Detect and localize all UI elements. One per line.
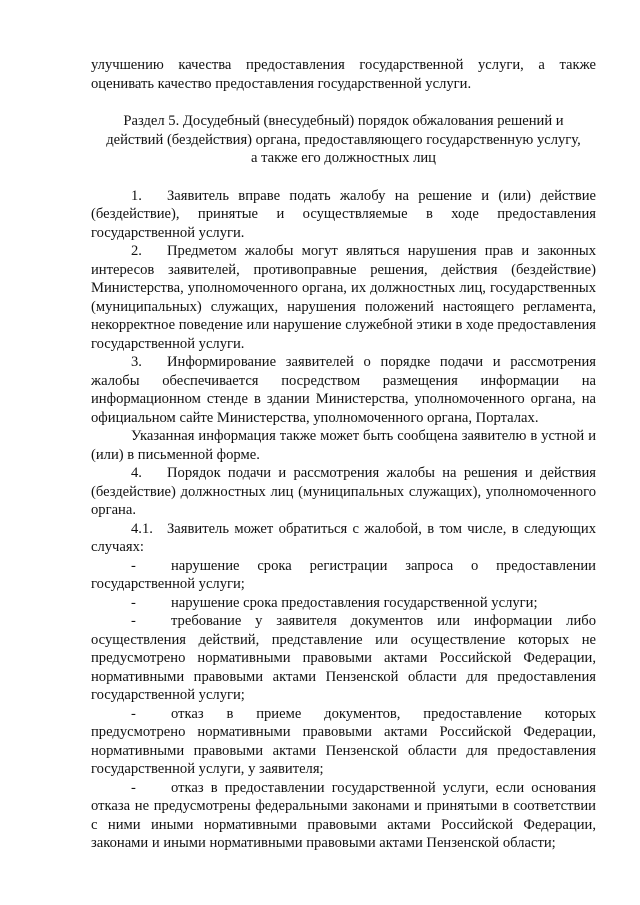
item-number: 4. (131, 465, 142, 481)
item-number: 1. (131, 187, 142, 204)
section-heading-line: а также его должностных лиц (251, 150, 436, 166)
dash-item-text: отказ в предоставлении государственной услуги, если основания отказа не предусмотрены федеральными законами и принятыми в соответствии с ними иными нормативными правовыми актами Российской Федерации, законами и иными нормативными правовыми актами Пензенской области; (91, 779, 596, 851)
dash-item-text: требование у заявителя документов или информации либо осуществления действий, представление или осуществление которых не предусмотрено нормативными правовыми актами Российской Федерации, нормативными правовыми актами Пензенской области для предоставления государственной услуги; (91, 613, 596, 703)
dash-list-item (91, 705, 596, 779)
item-text: Информирование заявителей о порядке подачи и рассмотрения жалобы обеспечивается посредством размещения информации на информационном стенде в здании Министерства, уполномоченного органа, на официальном сайте Министерства, уполномоченного органа, Порталах. (91, 354, 596, 426)
dash-marker: - (131, 705, 136, 722)
dash-marker: - (131, 779, 136, 796)
intro-paragraph: улучшению качества предоставления государственной услуги, а также оценивать качество предоставления государственной услуги. (91, 57, 596, 92)
dash-marker: - (131, 557, 136, 574)
section-heading-line: Раздел 5. Досудебный (внесудебный) порядок обжалования решений и (123, 113, 564, 129)
item-number: 2. (131, 243, 142, 259)
body-paragraph: Указанная информация также может быть сообщена заявителю в устной и (или) в письменной форме. (91, 428, 596, 463)
numbered-paragraph (91, 353, 596, 427)
dash-list-item (91, 779, 596, 853)
item-text: Предметом жалобы могут являться нарушения прав и законных интересов заявителей, противоправные решения, действия (бездействие) Министерства, уполномоченного органа, их должностных лиц, государственных (муниципальных) служащих, нарушения положений настоящего регламента, некорректное поведение или нарушение служебной этики в ходе предоставления государственной услуги. (91, 243, 596, 352)
item-text: Порядок подачи и рассмотрения жалобы на решения и действия (бездействие) должностных лиц (муниципальных служащих), уполномоченного органа. (91, 465, 596, 518)
numbered-paragraph (91, 464, 596, 520)
item-number: 4.1. (131, 520, 153, 537)
dash-marker: - (131, 594, 136, 611)
dash-list-item (91, 612, 596, 705)
numbered-paragraph (91, 520, 596, 557)
numbered-paragraph (91, 242, 596, 353)
dash-item-text: отказ в приеме документов, предоставление которых предусмотрено нормативными правовыми актами Российской Федерации, нормативными правовыми актами Пензенской области для предоставления государственной услуги, у заявителя; (91, 705, 596, 777)
section-heading-line: действий (бездействия) органа, предоставляющего государственную услугу, (106, 131, 581, 148)
dash-list-item (91, 594, 596, 613)
dash-item-text: нарушение срока регистрации запроса о предоставлении государственной услуги; (91, 557, 596, 592)
document-page (91, 56, 596, 853)
item-text: Заявитель может обратиться с жалобой, в том числе, в следующих случаях: (91, 520, 596, 555)
dash-marker: - (131, 613, 136, 629)
dash-item-text: нарушение срока предоставления государственной услуги; (171, 594, 538, 611)
numbered-paragraph (91, 187, 596, 243)
item-number: 3. (131, 354, 142, 370)
dash-list-item (91, 557, 596, 594)
item-text: Заявитель вправе подать жалобу на решение и (или) действие (бездействие), принятые и осуществляемые в ходе предоставления государственной услуги. (91, 187, 596, 241)
section-heading (91, 112, 596, 168)
